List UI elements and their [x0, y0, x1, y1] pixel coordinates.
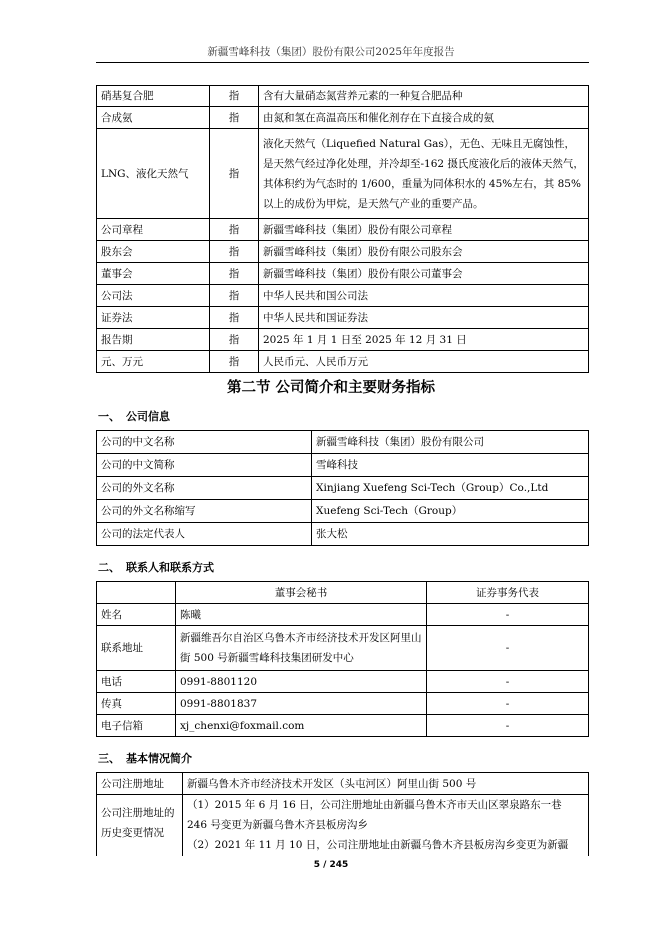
email-value: xj_chenxi@foxmail.com [176, 715, 427, 737]
glossary-definition: 含有大量硝态氮营养元素的一种复合肥品种 [259, 86, 589, 107]
table-row [97, 351, 589, 373]
contact-label: 电话 [97, 671, 176, 693]
glossary-symbol: 指 [210, 263, 259, 285]
table-row [97, 285, 589, 307]
info-value: Xinjiang Xuefeng Sci-Tech（Group）Co.,Ltd [312, 477, 589, 500]
page-number: 5 / 245 [313, 860, 349, 870]
glossary-term: 证券法 [97, 307, 210, 329]
contact-label: 联系地址 [97, 626, 176, 671]
glossary-term: 报告期 [97, 329, 210, 351]
table-header-row [97, 582, 589, 604]
rep-value: - [427, 671, 589, 693]
glossary-term: 董事会 [97, 263, 210, 285]
glossary-symbol: 指 [210, 329, 259, 351]
basic-label: 公司注册地址的历史变更情况 [97, 795, 183, 865]
glossary-definition: 2025 年 1 月 1 日至 2025 年 12 月 31 日 [259, 329, 589, 351]
rep-value: - [427, 604, 589, 626]
table-row [97, 263, 589, 285]
table-row [97, 523, 589, 546]
glossary-term: 股东会 [97, 241, 210, 263]
info-value: Xuefeng Sci-Tech（Group） [312, 500, 589, 523]
basic-info-table [96, 772, 589, 865]
table-row [97, 795, 589, 865]
table-row [97, 241, 589, 263]
table-row [97, 307, 589, 329]
info-label: 公司的中文名称 [97, 431, 312, 454]
heading-number: 一、 [98, 410, 120, 423]
table-row [97, 715, 589, 737]
heading-text: 基本情况简介 [126, 752, 192, 765]
info-value: 雪峰科技 [312, 454, 589, 477]
glossary-table [96, 85, 589, 373]
glossary-term: 元、万元 [97, 351, 210, 373]
info-value: 张大松 [312, 523, 589, 546]
basic-info-heading [98, 750, 192, 766]
table-row [97, 604, 589, 626]
glossary-term: 公司章程 [97, 219, 210, 241]
heading-text: 公司信息 [126, 410, 170, 423]
glossary-symbol: 指 [210, 129, 259, 219]
glossary-definition: 新疆雪峰科技（集团）股份有限公司股东会 [259, 241, 589, 263]
glossary-definition: 液化天然气（Liquefied Natural Gas），无色、无味且无腐蚀性，是天然气经过净化处理，并冷却至-162 摄氏度液化后的液体天然气，其体积约为气态时的 1/600，重量为同体积水的 45%左右，其 85%以上的成份为甲烷，是天然气产业的重要产品。 [259, 129, 589, 219]
company-info-heading [98, 408, 170, 424]
table-row [97, 773, 589, 795]
glossary-symbol: 指 [210, 219, 259, 241]
contact-heading [98, 559, 214, 575]
glossary-symbol: 指 [210, 351, 259, 373]
glossary-definition: 中华人民共和国公司法 [259, 285, 589, 307]
table-row [97, 693, 589, 715]
glossary-definition: 中华人民共和国证券法 [259, 307, 589, 329]
table-row [97, 454, 589, 477]
contact-label: 姓名 [97, 604, 176, 626]
section-title: 第二节 公司简介和主要财务指标 [226, 380, 436, 396]
glossary-symbol: 指 [210, 285, 259, 307]
glossary-term: 公司法 [97, 285, 210, 307]
secretary-value: 0991-8801837 [176, 693, 427, 715]
contact-table [96, 581, 589, 737]
history-change-2: （2）2021 年 11 月 10 日，公司注册地址由新疆乌鲁木齐县板房沟乡变更为新疆 [187, 839, 569, 851]
secretary-value: 新疆维吾尔自治区乌鲁木齐市经济技术开发区阿里山街 500 号新疆雪峰科技集团研发中心 [176, 626, 427, 671]
heading-number: 二、 [98, 561, 120, 574]
rep-value: - [427, 626, 589, 671]
rep-value: - [427, 693, 589, 715]
heading-text: 联系人和联系方式 [126, 561, 214, 574]
secretary-value: 0991-8801120 [176, 671, 427, 693]
page-header: 新疆雪峰科技（集团）股份有限公司2025年年度报告 [207, 46, 455, 58]
glossary-definition: 新疆雪峰科技（集团）股份有限公司章程 [259, 219, 589, 241]
table-row [97, 477, 589, 500]
info-label: 公司的外文名称缩写 [97, 500, 312, 523]
company-info-table [96, 430, 589, 546]
glossary-definition: 人民币元、人民币万元 [259, 351, 589, 373]
glossary-term: LNG、液化天然气 [97, 129, 210, 219]
glossary-definition: 由氮和氢在高温高压和催化剂存在下直接合成的氨 [259, 107, 589, 129]
table-row [97, 500, 589, 523]
table-row [97, 431, 589, 454]
table-row [97, 626, 589, 671]
heading-number: 三、 [98, 752, 120, 765]
header-cell-secretary: 董事会秘书 [176, 582, 427, 604]
table-row [97, 671, 589, 693]
info-label: 公司的外文名称 [97, 477, 312, 500]
header-cell-empty [97, 582, 176, 604]
table-row [97, 86, 589, 107]
glossary-term: 硝基复合肥 [97, 86, 210, 107]
rep-value: - [427, 715, 589, 737]
glossary-symbol: 指 [210, 241, 259, 263]
history-change-1: （1）2015 年 6 月 16 日，公司注册地址由新疆乌鲁木齐市天山区翠泉路东一巷 246 号变更为新疆乌鲁木齐县板房沟乡 [187, 799, 562, 831]
glossary-term: 合成氨 [97, 107, 210, 129]
info-label: 公司的法定代表人 [97, 523, 312, 546]
info-value: 新疆雪峰科技（集团）股份有限公司 [312, 431, 589, 454]
table-row [97, 219, 589, 241]
glossary-symbol: 指 [210, 86, 259, 107]
glossary-definition: 新疆雪峰科技（集团）股份有限公司董事会 [259, 263, 589, 285]
basic-value [183, 795, 589, 865]
table-row [97, 329, 589, 351]
secretary-value: 陈曦 [176, 604, 427, 626]
basic-value: 新疆乌鲁木齐市经济技术开发区（头屯河区）阿里山街 500 号 [183, 773, 589, 795]
glossary-symbol: 指 [210, 107, 259, 129]
header-divider [96, 62, 589, 63]
basic-label: 公司注册地址 [97, 773, 183, 795]
glossary-symbol: 指 [210, 307, 259, 329]
contact-label: 传真 [97, 693, 176, 715]
header-cell-rep: 证券事务代表 [427, 582, 589, 604]
info-label: 公司的中文简称 [97, 454, 312, 477]
table-row [97, 107, 589, 129]
contact-label: 电子信箱 [97, 715, 176, 737]
table-row [97, 129, 589, 219]
